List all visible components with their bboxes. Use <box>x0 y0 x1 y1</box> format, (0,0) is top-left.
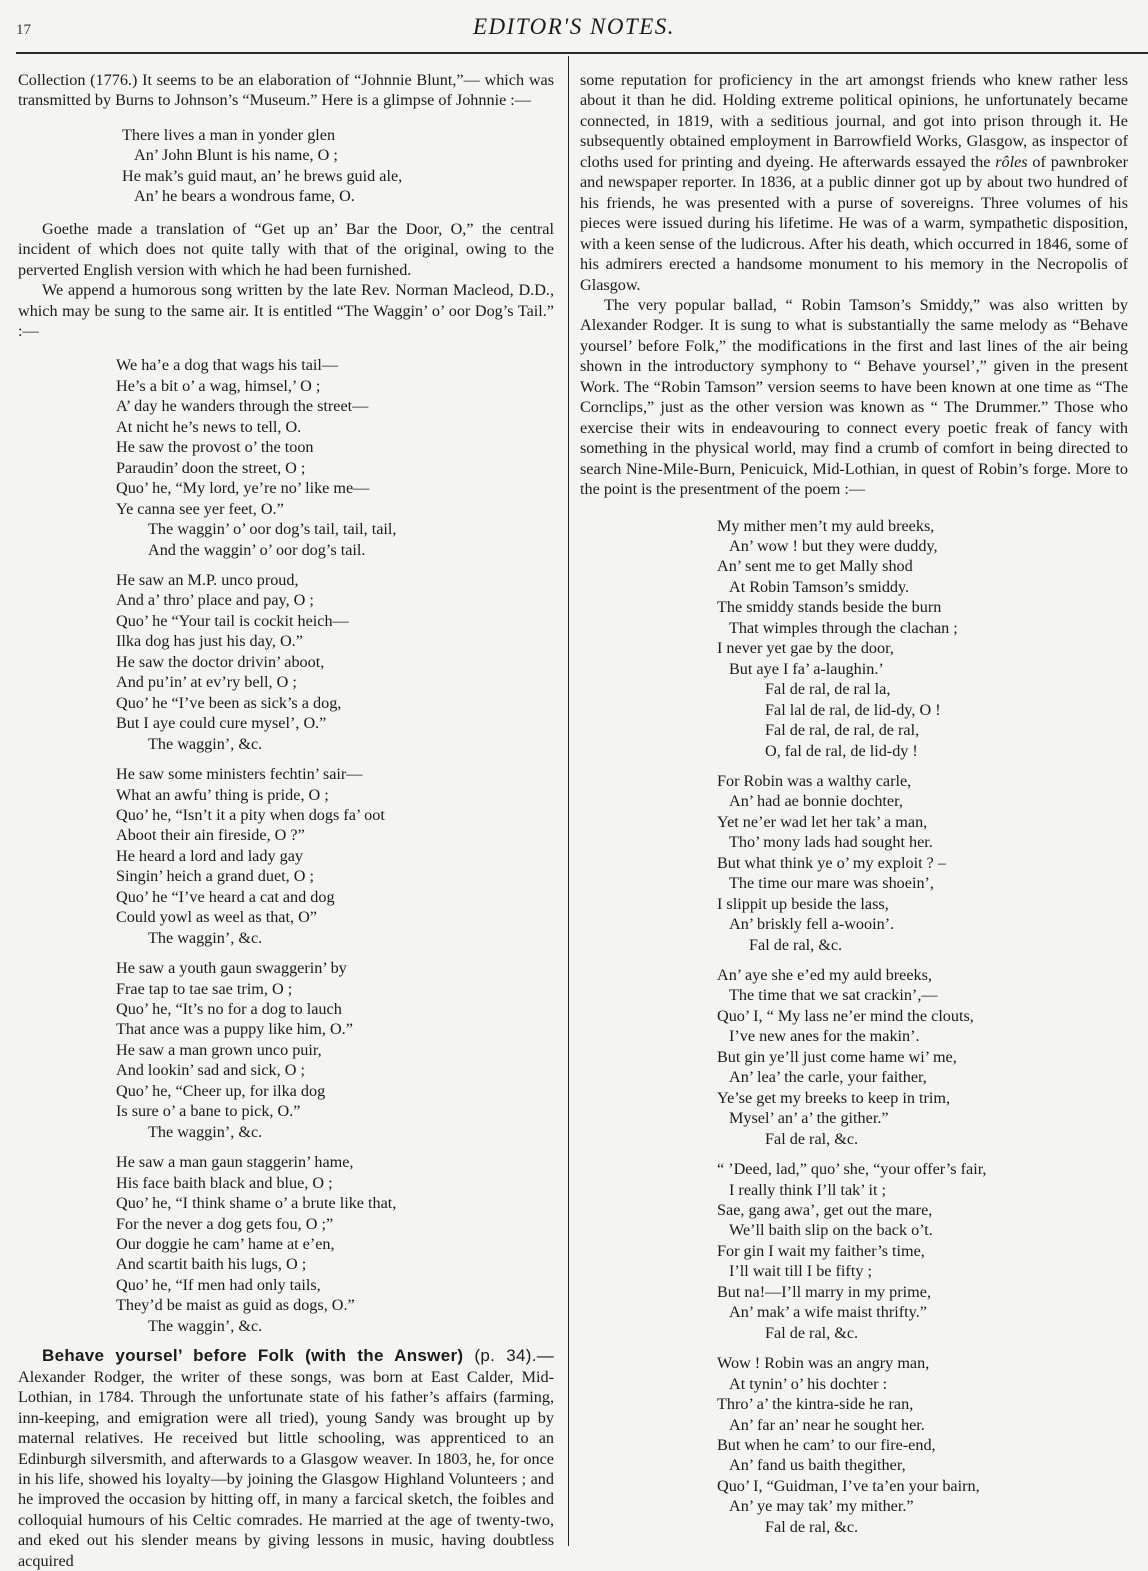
verse-line: Quo’ I, “Guidman, I’ve ta’en your bairn, <box>717 1476 980 1495</box>
verse-line: An’ ye may tak’ my mither.” <box>729 1497 914 1516</box>
rodger-continuation-paragraph <box>580 70 1128 295</box>
verse-line: I’ve new anes for the makin’. <box>729 1027 920 1046</box>
refrain-line: Fal de ral, &c. <box>749 935 843 954</box>
verse-line: The smiddy stands beside the burn <box>717 598 942 617</box>
page-number: 17 <box>16 22 31 38</box>
verse-line: I’ll wait till I be fifty ; <box>729 1262 872 1281</box>
header-rule <box>16 52 1148 54</box>
verse-line: But na!—I’ll marry in my prime, <box>717 1282 931 1301</box>
stanza <box>717 516 1128 761</box>
verse-line: An’ wow ! but they were duddy, <box>729 536 938 555</box>
verse-line: They’d be maist as guid as dogs, O.” <box>116 1296 355 1315</box>
macleod-paragraph: We append a humorous song written by the late Rev. Norman Macleod, D.D., which may be sung to the same air. It is entitled “The Waggin’ o’ oor Dog’s Tail.” :— <box>18 281 554 340</box>
verse-line: A’ day he wanders through the street— <box>116 397 369 416</box>
page-header <box>0 0 1148 52</box>
refrain-line: The waggin’ o’ oor dog’s tail, tail, tail, <box>148 520 397 539</box>
rodger-section <box>18 1346 554 1571</box>
verse-line: He saw some ministers fechtin’ sair— <box>116 765 363 784</box>
verse-line: He saw the provost o’ the toon <box>116 438 314 457</box>
verse-line: Quo’ I, “ My lass ne’er mind the clouts, <box>717 1006 974 1025</box>
verse-line: Yet ne’er wad let her tak’ a man, <box>717 812 928 831</box>
johnnie-blunt-verse <box>18 125 554 207</box>
refrain-line: And the waggin’ o’ oor dog’s tail. <box>148 540 366 559</box>
verse-line: Tho’ mony lads had sought her. <box>729 833 933 852</box>
verse-line: For Robin was a walthy carle, <box>717 771 912 790</box>
refrain-line: Fal de ral, &c. <box>765 1129 859 1148</box>
verse-line: Quo’ he, “My lord, ye’re no’ like me— <box>116 479 370 498</box>
verse-line: Quo’ he “I’ve been as sick’s a dog, <box>116 693 342 712</box>
verse-line: Frae tap to tae sae trim, O ; <box>116 979 293 998</box>
verse-line: But aye I fa’ a-laughin.’ <box>729 659 884 678</box>
italic-word: rôles <box>995 152 1028 171</box>
verse-line: But when he cam’ to our fire-end, <box>717 1436 936 1454</box>
verse-line: He saw a man grown unco puir, <box>116 1040 322 1059</box>
verse-line: He saw the doctor drivin’ aboot, <box>116 652 325 671</box>
verse-line: And lookin’ sad and sick, O ; <box>116 1061 305 1080</box>
stanza <box>116 764 554 948</box>
verse-line: We ha’e a dog that wags his tail— <box>116 356 339 375</box>
verse-line: That ance was a puppy like him, O.” <box>116 1020 353 1039</box>
refrain-line: The waggin’, &c. <box>148 734 263 753</box>
left-column <box>18 70 554 1571</box>
verse-line: What an awfu’ thing is pride, O ; <box>116 785 329 804</box>
verse-line: My mither men’t my auld breeks, <box>717 516 935 535</box>
verse-line: But gin ye’ll just come hame wi’ me, <box>717 1047 957 1066</box>
right-column <box>580 70 1128 1547</box>
section-heading-title: Behave yoursel’ before Folk <box>42 1346 295 1366</box>
verse-line: Quo’ he “Your tail is cockit heich— <box>116 611 349 630</box>
stanza <box>717 965 1128 1149</box>
stanza <box>116 1152 554 1336</box>
verse-line: Quo’ he, “It’s no for a dog to lauch <box>116 1000 342 1019</box>
verse-line: Quo’ he, “Cheer up, for ilka dog <box>116 1081 326 1100</box>
verse-line: Could yowl as weel as that, O” <box>116 908 317 927</box>
verse-line: Quo’ he, “Isn’t it a pity when dogs fa’ oot <box>116 805 385 824</box>
verse-line: I slippit up beside the lass, <box>717 894 889 913</box>
verse-line: He mak’s guid maut, an’ he brews guid ale, <box>122 166 403 185</box>
verse-line: An’ mak’ a wife maist thrifty.” <box>729 1303 927 1322</box>
verse-line: Ye’se get my breeks to keep in trim, <box>717 1088 951 1107</box>
paragraph-text: of pawnbroker and newspaper reporter. In 1836, at a public dinner got up by about two hundred of his friends, he was presented with a purse of sovereigns. Three volumes of his pieces were issued during his lifetime. He was of a warm, sympathetic disposition, with a keen sense of the ludicrous. After his death, which occurred in 1846, some of his admirers erected a handsome monument to his memory in the Necropolis of Glasgow. <box>580 152 1128 294</box>
verse-line: An’ sent me to get Mally shod <box>717 557 913 576</box>
verse-line: That wimples through the clachan ; <box>729 618 958 637</box>
verse-line: His face baith black and blue, O ; <box>116 1173 333 1192</box>
verse-line: At tynin’ o’ his dochter : <box>729 1374 888 1393</box>
refrain-line: Fal de ral, &c. <box>765 1517 859 1536</box>
rodger-paragraph: Alexander Rodger, the writer of these songs, was born at East Calder, Mid-Lothian, in 1784. Through the unfortunate state of his father’s affairs (farming, inn-keeping, and emigration were all tried), young Sandy was brought up by maternal relatives. He received but little schooling, was apprenticed to an Edinburgh silversmith, and afterwards to a Glasgow weaver. In 1803, he, for once in his life, showed his loyalty—by joining the Glasgow Highland Volunteers ; and he improved the occasion by hitting off, in many a farcical sketch, the foibles and colloquial humours of his Celtic comrades. He married at the age of twenty-two, and eked out his slender means by giving lessons in music, having doubtless acquired <box>18 1367 554 1570</box>
verse-line: At nicht he’s news to tell, O. <box>116 417 302 436</box>
intro-paragraph: Collection (1776.) It seems to be an elaboration of “Johnnie Blunt,”— which was transmitted by Burns to Johnson’s “Museum.” Here is a glimpse of Johnnie :— <box>18 71 554 110</box>
verse-line: But what think ye o’ my exploit ? – <box>717 853 946 872</box>
verse-line: Sae, gang awa’, get out the mare, <box>717 1201 933 1220</box>
refrain-line: Fal lal de ral, de lid-dy, O ! <box>765 700 941 719</box>
verse-line: He heard a lord and lady gay <box>116 846 303 865</box>
verse-line: Paraudin’ doon the street, O ; <box>116 458 306 477</box>
verse-line: For gin I wait my faither’s time, <box>717 1241 925 1260</box>
robin-tamson-song <box>580 516 1128 1538</box>
verse-line: We’ll baith slip on the back o’t. <box>729 1221 933 1240</box>
verse-line: And scartit baith his lugs, O ; <box>116 1255 307 1274</box>
verse-line: An’ aye she e’ed my auld breeks, <box>717 966 932 985</box>
paragraph-text: some reputation for proficiency in the art amongst friends who knew rather less about it than he did. Holding extreme political opinions, he unfortunately became connected, in 1819, with a seditious journal, and got into prison through it. He subsequently obtained employment in Barrowfield Works, Glasgow, as inspector of cloths used for printing and dyeing. He afterwards essayed the <box>580 71 1128 171</box>
verse-line: The time that we sat crackin’,— <box>729 986 938 1005</box>
refrain-line: O, fal de ral, de lid-dy ! <box>765 741 918 760</box>
verse-line: I never yet gae by the door, <box>717 639 894 658</box>
verse-line: And pu’in’ at ev’ry bell, O ; <box>116 673 297 692</box>
verse-line: Quo’ he, “If men had only tails, <box>116 1275 321 1294</box>
section-heading-subtitle: (with the Answer) <box>305 1346 464 1366</box>
verse-line: He saw an M.P. unco proud, <box>116 570 299 589</box>
verse-line: Thro’ a’ the kintra-side he ran, <box>717 1395 914 1414</box>
verse-line: Our doggie he cam’ hame at e’en, <box>116 1235 335 1254</box>
refrain-line: The waggin’, &c. <box>148 1316 263 1335</box>
verse-line: Quo’ he “I’ve heard a cat and dog <box>116 887 335 906</box>
stanza <box>116 355 554 560</box>
verse-line: For the never a dog gets fou, O ;” <box>116 1214 334 1233</box>
stanza <box>116 570 554 754</box>
section-heading <box>42 1346 554 1365</box>
verse-line: An’ lea’ the carle, your faither, <box>729 1068 927 1087</box>
verse-line: I really think I’ll tak’ it ; <box>729 1180 887 1199</box>
verse-line: He saw a youth gaun swaggerin’ by <box>116 959 347 978</box>
verse-line: Ye canna see yer feet, O.” <box>116 499 284 518</box>
verse-line: Ilka dog has just his day, O.” <box>116 632 303 651</box>
verse-line: At Robin Tamson’s smiddy. <box>729 577 910 596</box>
verse-line: The time our mare was shoein’, <box>729 874 934 893</box>
verse-line: Wow ! Robin was an angry man, <box>717 1354 930 1373</box>
verse-line: An’ John Blunt is his name, O ; <box>134 146 338 165</box>
stanza <box>717 1159 1128 1343</box>
section-heading-page-ref: (p. 34).— <box>474 1346 555 1366</box>
refrain-line: Fal de ral, &c. <box>765 1323 859 1342</box>
goethe-paragraph: Goethe made a translation of “Get up an’ Bar the Door, O,” the central incident of which does not quite tally with that of the original, owing to the perverted English version with which he had been furnished. <box>18 219 554 279</box>
smiddy-paragraph: The very popular ballad, “ Robin Tamson’s Smiddy,” was also written by Alexander Rodger. It is sung to what is substantially the same melody as “Behave yoursel’ before Folk,” the modifications in the first and last lines of the air being shown in the introductory symphony to “ Behave yoursel’,” given in the present Work. The “Robin Tamson” version seems to have been known at one time as “The Cornclips,” just as the other version was known as “ The Drummer.” Those who exercise their wits in endeavouring to connect every poetic freak of fancy with something in the physical world, may find a crumb of comfort in being directed to search Nine-Mile-Burn, Penicuick, Mid-Lothian, in quest of Robin’s forge. More to the point is the presentment of the poem :— <box>580 295 1128 499</box>
verse-line: But I aye could cure mysel’, O.” <box>116 714 327 733</box>
refrain-line: The waggin’, &c. <box>148 928 263 947</box>
stanza <box>717 771 1128 955</box>
verse-line: An’ far an’ near he sought her. <box>729 1415 925 1434</box>
verse-line: He’s a bit o’ a wag, himsel,’ O ; <box>116 376 321 395</box>
refrain-line: Fal de ral, de ral, de ral, <box>765 721 920 740</box>
verse-line: There lives a man in yonder glen <box>122 125 336 144</box>
verse-line: “ ’Deed, lad,” quo’ she, “your offer’s fair, <box>717 1160 987 1179</box>
verse-line: An’ briskly fell a-wooin’. <box>729 915 895 934</box>
verse-line: Mysel’ an’ a’ the gither.” <box>729 1109 889 1128</box>
verse-line: An’ fand us baith thegither, <box>729 1456 906 1475</box>
waggin-song <box>18 355 554 1336</box>
verse-line: Is sure o’ a bane to pick, O.” <box>116 1102 301 1121</box>
verse-line: He saw a man gaun staggerin’ hame, <box>116 1153 354 1172</box>
verse-line: An’ had ae bonnie dochter, <box>729 792 903 811</box>
verse-line: Quo’ he, “I think shame o’ a brute like that, <box>116 1194 397 1213</box>
column-divider <box>568 56 569 1546</box>
verse-line: Aboot their ain fireside, O ?” <box>116 826 305 845</box>
verse-line: And a’ thro’ place and pay, O ; <box>116 591 314 610</box>
stanza <box>116 958 554 1142</box>
verse-line: An’ he bears a wondrous fame, O. <box>134 187 355 206</box>
refrain-line: The waggin’, &c. <box>148 1122 263 1141</box>
stanza <box>717 1353 1128 1537</box>
running-title: EDITOR'S NOTES. <box>472 14 676 39</box>
refrain-line: Fal de ral, de ral la, <box>765 680 891 699</box>
verse-line: Singin’ heich a grand duet, O ; <box>116 867 314 886</box>
